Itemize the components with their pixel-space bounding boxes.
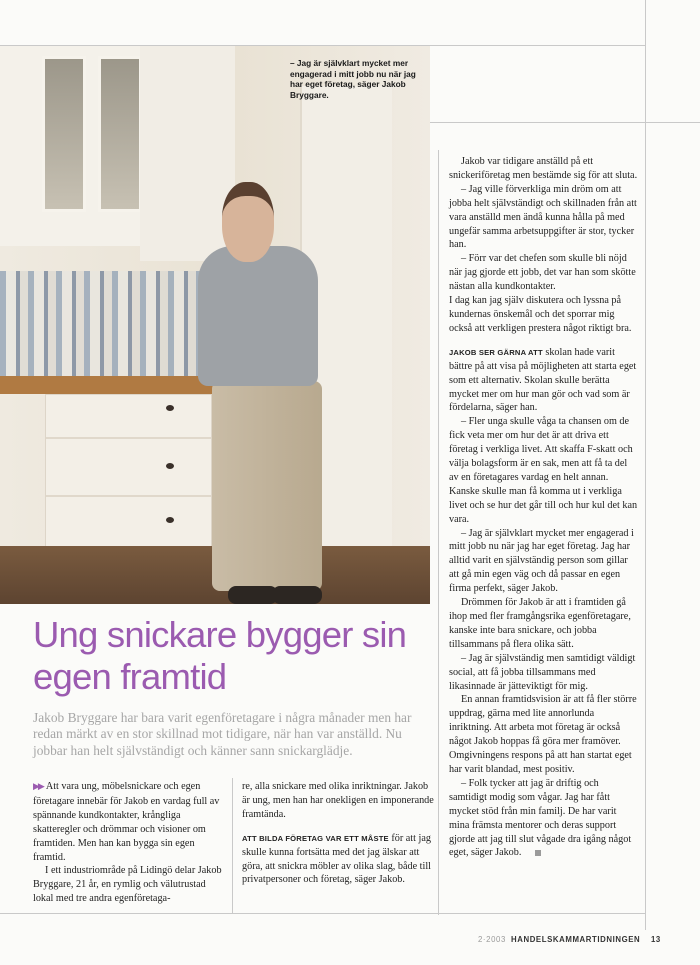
paragraph bbox=[242, 832, 434, 888]
article-photo bbox=[0, 46, 430, 604]
paragraph-text: för att jag skulle kunna fortsätta med det jag älskar att göra, att snickra möbler av olika slag, både till privatpersoner och företag, säger Jakob. bbox=[242, 832, 431, 886]
cabinet-glass-pane bbox=[98, 56, 142, 212]
drawer-line bbox=[46, 495, 211, 497]
paragraph bbox=[33, 780, 225, 864]
paragraph: – Fler unga skulle våga ta chansen om de fick veta mer om hur det är att driva ett företag i verkliga livet. Att skaffa F-skatt och välja bolagsform är en sak, men att få ta del av en företagares vardag en helt annan. Kanske skulle man få komma ut i verkliga livet och se hur det går till och hur kul det kan vara. bbox=[449, 416, 638, 525]
paragraph bbox=[449, 346, 639, 416]
footer-publication: HANDELSKAMMARTIDNINGEN bbox=[511, 935, 641, 944]
person-trousers bbox=[212, 381, 322, 591]
paragraph: – Förr var det chefen som skulle bli nöjd när jag gjorde ett jobb, det var han som skötte nästan alla kundkontakter. bbox=[449, 253, 636, 293]
article-lead: Jakob Bryggare har bara varit egenföretagare i några månader men har redan märkt av en stor skillnad mot tidigare, när han var anställd. Nu jobbar han helt självständigt och känner sann snickarglädje. bbox=[33, 710, 412, 758]
paragraph: – Jag är självständig men samtidigt väldigt social, att få jobba tillsammans med likasinnade är jätteviktigt för mig. bbox=[449, 652, 636, 692]
paragraph: Drömmen för Jakob är att i framtiden gå ihop med fler framgångsrika egenföretagare, kanske inte bara snickare, och jobba tillsammans på flera olika sätt. bbox=[449, 597, 631, 650]
paragraph-text: – Folk tycker att jag är driftig och samtidigt modig som vågar. Jag har fått mycket stöd från min familj. De har varit mina främsta mentorer och deras support gjorde att jag till slut vågade dra igång något eget, säger Jakob. bbox=[449, 777, 632, 859]
paragraph: I dag kan jag själv diskutera och lyssna på kundernas önskemål och det sporrar mig också att verkligen prestera något riktigt bra. bbox=[449, 295, 632, 334]
right-vertical-rule bbox=[645, 0, 646, 930]
body-column-2 bbox=[242, 780, 434, 887]
paragraph: – Jag är självklart mycket mer engagerad i mitt jobb nu när jag har eget företag. Jag har alltid varit en självständig person som gillar att gå min egen väg och då passar en egen firma perfekt, säger Jakob. bbox=[449, 527, 634, 595]
person-head bbox=[222, 182, 274, 262]
bottom-rule bbox=[0, 913, 645, 914]
paragraph: En annan framtidsvision är att få fler större uppdrag, gärna med lite annorlunda inriktning. Att arbeta mot företag är också något Jakob hoppas få göra mer framöver. Omgivningens respons på att han startat eget har varit blandad, mest positiv. bbox=[449, 694, 637, 775]
kicker-text: JAKOB SER GÄRNA ATT bbox=[449, 347, 543, 357]
article-headline: Ung snickare bygger sin egen framtid bbox=[33, 614, 407, 697]
body-column-3 bbox=[449, 155, 639, 860]
drawer-knob bbox=[166, 517, 174, 523]
paragraph bbox=[449, 777, 639, 860]
column-divider-left bbox=[232, 778, 233, 913]
footer-issue: 2·2003 bbox=[478, 935, 506, 944]
paragraph-text: skolan hade varit bättre på att visa på möjligheten att starta eget som ett alternativ. Skolan skulle berätta mycket mer om hur man gör och vad som är fördelarna, säger han. bbox=[449, 346, 637, 414]
cabinet-glass-pane bbox=[42, 56, 86, 212]
column-divider-right bbox=[438, 150, 439, 915]
footer-page-number: 13 bbox=[651, 935, 661, 944]
photo-caption: – Jag är självklart mycket mer engagerad i mitt jobb nu när jag har eget företag, säger Jakob Bryggare. bbox=[290, 58, 416, 100]
drawer-knob bbox=[166, 405, 174, 411]
kicker-text: ATT BILDA FÖRETAG VAR ETT MÅSTE bbox=[242, 833, 389, 843]
triangle-marker-icon: ▶▶ bbox=[33, 782, 43, 792]
wall-tiles bbox=[0, 271, 215, 376]
person-shoe bbox=[228, 586, 278, 604]
kitchen-upper-cabinet bbox=[0, 46, 142, 246]
paragraph: re, alla snickare med olika inriktningar. Jakob är ung, men han har onekligen en imponerande framtända. bbox=[242, 781, 434, 820]
paragraph: – Jag ville förverkliga min dröm om att jobba helt självständigt och skillnaden från att vara anställd men ändå kunna hålla på med ungefär samma arbetsuppgifter är stor, tycker han. bbox=[449, 183, 637, 251]
person-sweater bbox=[198, 246, 318, 386]
body-column-1 bbox=[33, 780, 225, 906]
paragraph: Jakob var tidigare anställd på ett snickeriföretag men bestämde sig för att sluta. bbox=[449, 156, 638, 181]
end-square-icon bbox=[535, 850, 541, 856]
paragraph: I ett industriområde på Lidingö delar Jakob Bryggare, 21 år, en rymlig och välutrustad lokal med tre andra egenföretaga- bbox=[33, 865, 222, 905]
drawer-line bbox=[46, 437, 211, 439]
paragraph-text: Att vara ung, möbelsnickare och egen företagare innebär för Jakob en vardag full av spännande kundkontakter, krångliga skatteregler och drömmar och visioner om framtiden. Men han kan bygga sin egen framtid. bbox=[33, 781, 220, 863]
drawer-knob bbox=[166, 463, 174, 469]
kitchen-upper-cabinet-right bbox=[140, 46, 235, 261]
header-band-rule bbox=[430, 122, 700, 123]
wooden-countertop bbox=[0, 376, 215, 394]
person-shoe bbox=[272, 586, 322, 604]
